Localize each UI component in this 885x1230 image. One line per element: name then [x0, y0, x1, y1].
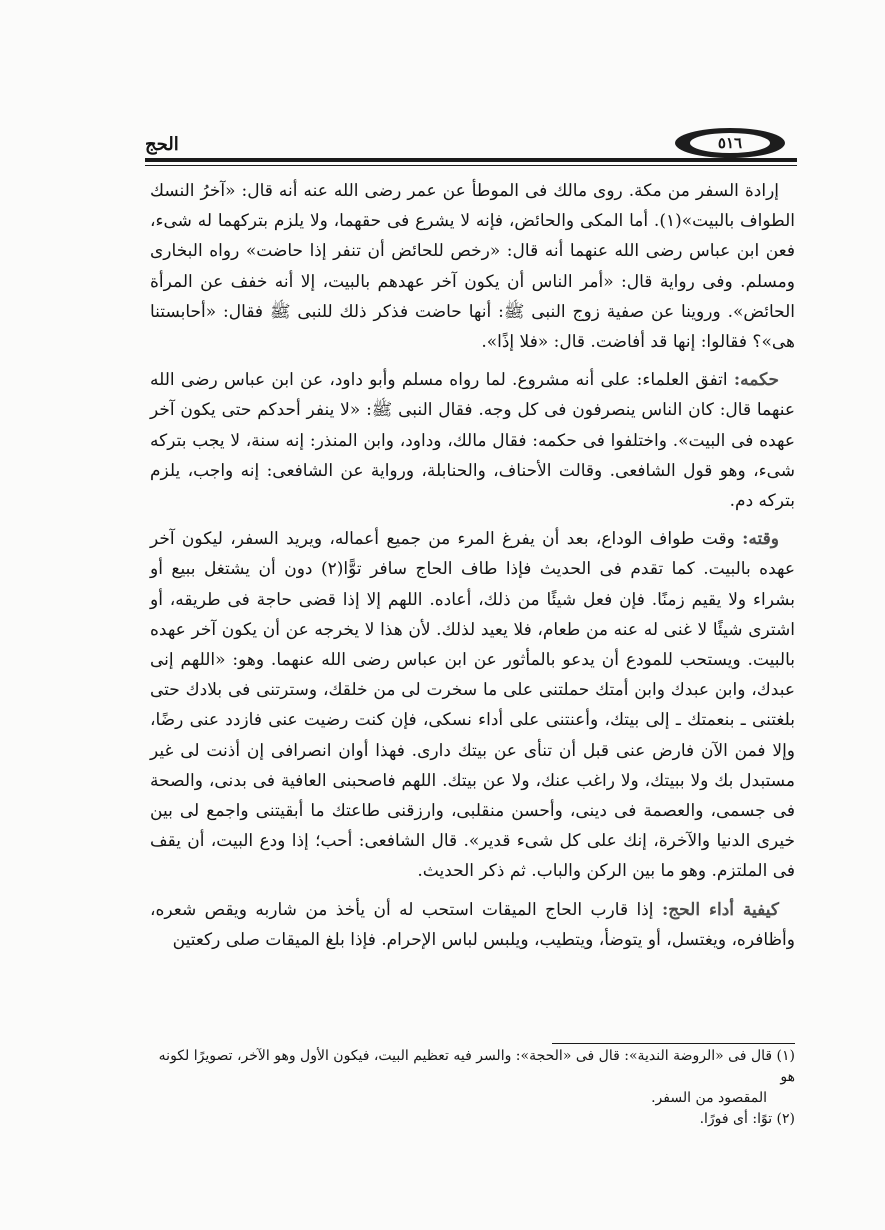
footnote-2: (٢) توًا: أى فورًا.	[699, 1111, 795, 1127]
page-number-badge	[675, 128, 785, 158]
footnote-1-continuation: المقصود من السفر.	[651, 1090, 767, 1106]
running-title: الحج	[145, 134, 179, 155]
page-number: ٥١٦	[690, 133, 770, 153]
paragraph-text: اتفق العلماء: على أنه مشروع. لما رواه مسلم وأبو داود، عن ابن عباس رضى الله عنهما قال: كان الناس ينصرفون فى كل وجه. فقال النبى ﷺ: «لا ينفر أحدكم حتى يكون آخر عهده فى البيت». واختلفوا فى حكمه: فقال مالك، وداود، وابن المنذر: إنه سنة، لا يجب بتركه شىء، وهو قول الشافعى. وقالت الأحناف، والحنابلة، ورواية عن الشافعى: إنه واجب، يلزم بتركه دم.	[150, 370, 795, 512]
body-text	[150, 176, 795, 955]
paragraph-ruling	[150, 365, 795, 516]
footnote-separator	[552, 1043, 795, 1044]
footnote-1: (١) قال فى «الروضة الندية»: قال فى «الحجة»: والسر فيه تعظيم البيت، فيكون الأول وهو الآخر، تصويرًا لكونه هو	[158, 1048, 795, 1085]
header-rule-thin	[145, 165, 797, 166]
section-heading: كيفية أداء الحج:	[661, 899, 780, 920]
section-heading: وقته:	[742, 529, 779, 550]
paragraph-method	[150, 895, 795, 955]
header-rule-thick	[145, 158, 797, 162]
page-header	[145, 128, 795, 168]
paragraph-intro	[150, 176, 795, 357]
paragraph-text: إرادة السفر من مكة. روى مالك فى الموطأ عن عمر رضى الله عنه أنه قال: «آخرُ النسك الطواف بالبيت»(١). أما المكى والحائض، فإنه لا يشرع فى حقهما، ولا يلزم بتركهما له شىء، فعن ابن عباس رضى الله عنهما أنه قال: «رخص للحائض أن تنفر إذا حاضت» رواه البخارى ومسلم. وفى رواية قال: «أمر الناس أن يكون آخر عهدهم بالبيت، إلا أنه خفف عن المرأة الحائض». وروينا عن صفية زوج النبى ﷺ: أنها حاضت فذكر ذلك للنبى ﷺ فقال: «أحابستنا هى»؟ فقالوا: إنها قد أفاضت. قال: «فلا إذًا».	[150, 181, 795, 353]
paragraph-timing	[150, 524, 795, 886]
footnotes	[150, 1046, 795, 1130]
section-heading: حكمه:	[733, 370, 779, 391]
paragraph-text: إذا قارب الحاج الميقات استحب له أن يأخذ من شاربه ويقص شعره، وأظافره، ويغتسل، أو يتوضأ، ويتطيب، ويلبس لباس الإحرام. فإذا بلغ الميقات صلى ركعتين	[150, 899, 795, 950]
paragraph-text: وقت طواف الوداع، بعد أن يفرغ المرء من جميع أعماله، ويريد السفر، ليكون آخر عهده بالبيت. كما تقدم فى الحديث فإذا طاف الحاج سافر توًّا(٢) دون أن يشتغل ببيع أو بشراء ولا يقيم زمنًا. فإن فعل شيئًا من ذلك، أعاده. اللهم إلا إذا قضى حاجة فى طريقه، أو اشترى شيئًا لا غنى له عنه من طعام، فلا يعيد لذلك. لأن هذا لا يخرجه عن أن يكون آخر عهده بالبيت. ويستحب للمودع أن يدعو بالمأثور عن ابن عباس رضى الله عنهما. وهو: «اللهم إنى عبدك، وابن عبدك وابن أمتك حملتنى على ما سخرت لى من خلقك، وسترتنى فى بلادك حتى بلغتنى ـ بنعمتك ـ إلى بيتك، وأعنتنى على أداء نسكى، فإن كنت رضيت عنى فازدد عنى رضًا، وإلا فمن الآن فارض عنى قبل أن تنأى عن بيتك دارى. فهذا أوان انصرافى إن أذنت لى غير مستبدل بك ولا ببيتك، ولا راغب عنك، ولا عن بيتك. اللهم فاصحبنى العافية فى بدنى، والصحة فى جسمى، والعصمة فى دينى، وأحسن منقلبى، وارزقنى طاعتك ما أبقيتنى واجمع لى بين خيرى الدنيا والآخرة، إنك على كل شىء قدير». قال الشافعى: أحب؛ إذا ودع البيت، أن يقف فى الملتزم. وهو ما بين الركن والباب. ثم ذكر الحديث.	[150, 529, 795, 882]
